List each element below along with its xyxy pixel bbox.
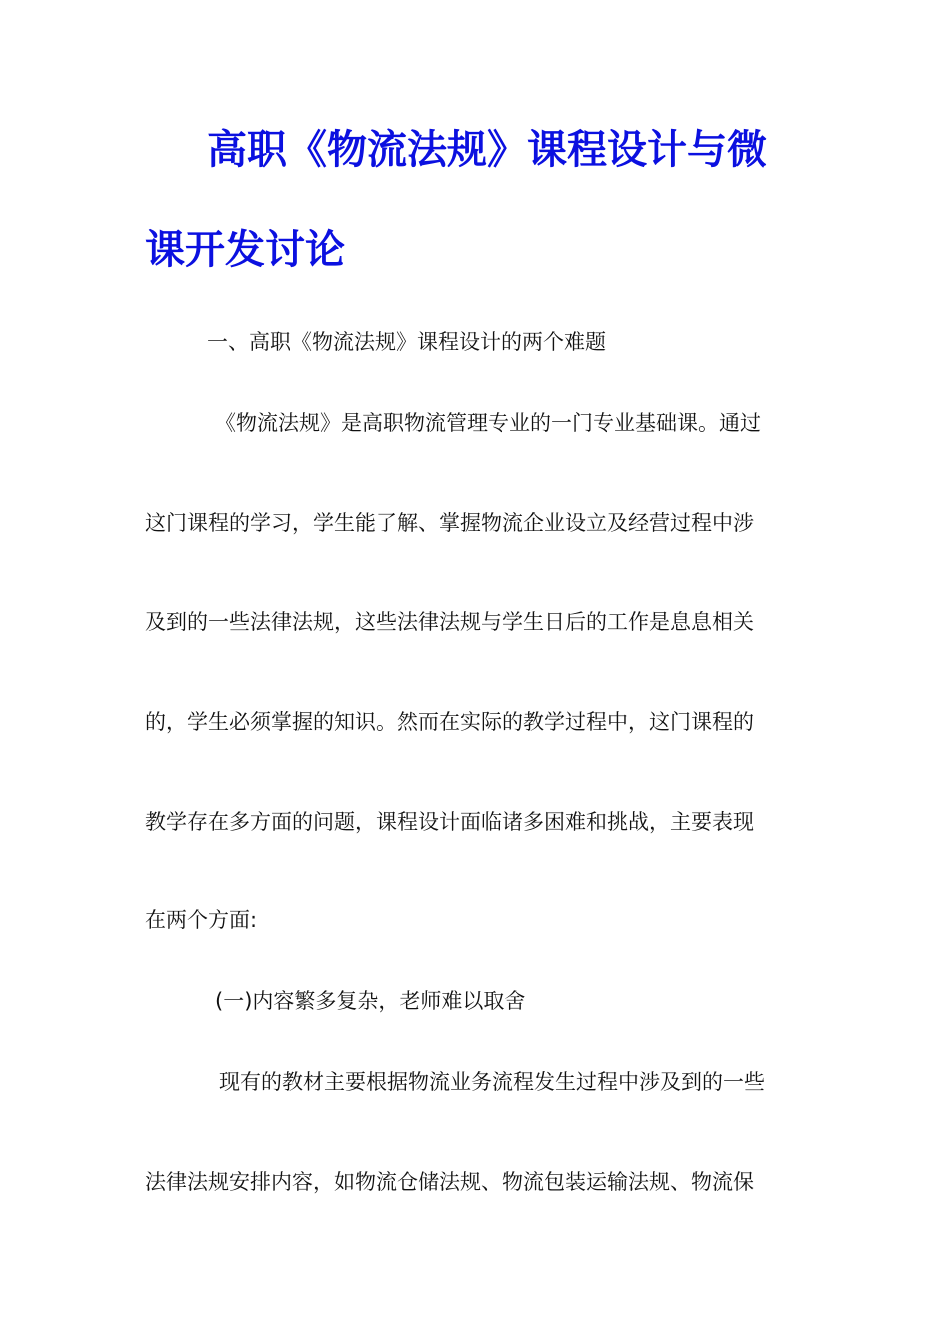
document-title-line-1: 高职《物流法规》课程设计与微 bbox=[207, 126, 767, 173]
paragraph-2-line-1: 现有的教材主要根据物流业务流程发生过程中涉及到的一些 bbox=[219, 1070, 765, 1094]
paragraph-1-line-5: 教学存在多方面的问题，课程设计面临诸多困难和挑战，主要表现 bbox=[145, 810, 754, 834]
paragraph-2-line-2: 法律法规安排内容，如物流仓储法规、物流包装运输法规、物流保 bbox=[145, 1170, 754, 1194]
document-title-line-2: 课开发讨论 bbox=[145, 226, 345, 273]
paragraph-1-line-2: 这门课程的学习，学生能了解、掌握物流企业设立及经营过程中涉 bbox=[145, 511, 754, 535]
paragraph-1-line-1: 《物流法规》是高职物流管理专业的一门专业基础课。通过 bbox=[215, 411, 761, 435]
paragraph-1-line-3: 及到的一些法律法规，这些法律法规与学生日后的工作是息息相关 bbox=[145, 610, 754, 634]
paragraph-1-line-6: 在两个方面: bbox=[145, 908, 258, 932]
section-heading: 一、高职《物流法规》课程设计的两个难题 bbox=[207, 330, 606, 354]
subsection-heading: (一)内容繁多复杂，老师难以取舍 bbox=[215, 989, 526, 1013]
paragraph-1-line-4: 的，学生必须掌握的知识。然而在实际的教学过程中，这门课程的 bbox=[145, 710, 754, 734]
